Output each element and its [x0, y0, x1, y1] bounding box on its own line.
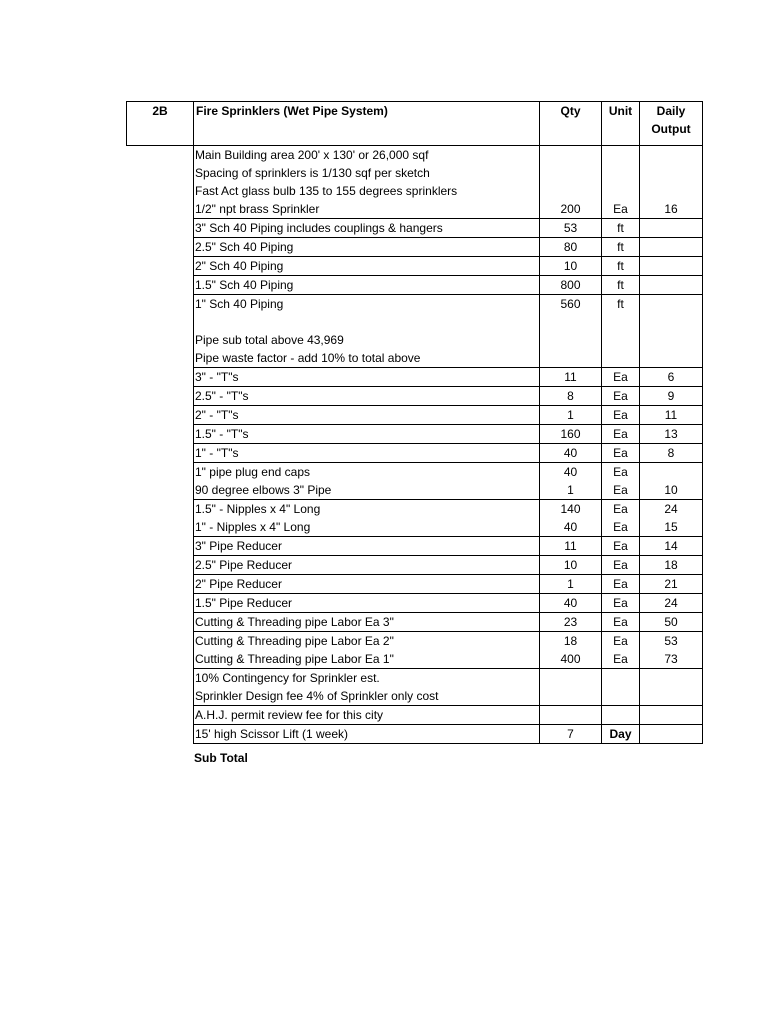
- item-description: 2.5" - "T"s: [195, 389, 249, 403]
- item-description: 3" Sch 40 Piping includes couplings & hangers: [195, 221, 443, 235]
- blank-code-cell: [127, 238, 194, 257]
- item-daily-output: [641, 146, 701, 164]
- item-description: Fast Act glass bulb 135 to 155 degrees sprinklers: [195, 184, 458, 198]
- item-unit: Ea: [613, 446, 628, 460]
- item-daily-output: [641, 349, 701, 367]
- blank-code-cell: [127, 556, 194, 575]
- item-daily-output-cell: [640, 368, 703, 387]
- item-qty-cell: [540, 257, 602, 276]
- item-unit: [603, 349, 638, 367]
- item-daily-output-cell: [640, 425, 703, 444]
- item-description-cell: [194, 463, 540, 500]
- blank-code-cell: [127, 425, 194, 444]
- item-qty-cell: [540, 463, 602, 500]
- item-description: 2" Pipe Reducer: [195, 577, 282, 591]
- item-daily-output: 8: [667, 446, 675, 460]
- item-unit-cell: [602, 146, 640, 219]
- item-daily-output: 50: [664, 615, 678, 629]
- item-daily-output-cell: [640, 219, 703, 238]
- daily-output-header-cell: [640, 102, 703, 146]
- table-row: [127, 613, 703, 632]
- item-qty-cell: [540, 632, 602, 669]
- blank-code-cell: [127, 575, 194, 594]
- item-unit-cell: [602, 632, 640, 669]
- item-qty-cell: [540, 575, 602, 594]
- item-unit: Ea: [613, 427, 628, 441]
- table-row: [127, 295, 703, 368]
- table-row: [127, 444, 703, 463]
- item-description-cell: [194, 387, 540, 406]
- item-qty: 1: [567, 408, 574, 422]
- item-unit-cell: [602, 725, 640, 744]
- item-description-cell: [194, 425, 540, 444]
- item-description-cell: [194, 725, 540, 744]
- item-daily-output-cell: [640, 444, 703, 463]
- item-unit: [603, 669, 638, 687]
- qty-header: Qty: [560, 104, 581, 118]
- item-daily-output: [641, 276, 701, 294]
- section-code-cell: [127, 102, 194, 146]
- item-daily-output: 16: [664, 202, 678, 216]
- item-unit: Ea: [613, 652, 628, 666]
- item-description: 1/2" npt brass Sprinkler: [195, 202, 320, 216]
- blank-code-cell: [127, 725, 194, 744]
- item-description: 10% Contingency for Sprinkler est.: [195, 671, 380, 685]
- item-daily-output-cell: [640, 669, 703, 706]
- item-daily-output: 24: [664, 596, 678, 610]
- item-qty: 8: [567, 389, 574, 403]
- item-description-cell: [194, 238, 540, 257]
- blank-code-cell: [127, 295, 194, 368]
- item-unit-cell: [602, 387, 640, 406]
- item-unit-cell: [602, 613, 640, 632]
- item-qty: [541, 669, 600, 687]
- item-description: A.H.J. permit review fee for this city: [195, 708, 384, 722]
- table-row: [127, 276, 703, 295]
- item-qty: 1: [567, 483, 574, 497]
- item-daily-output: 6: [667, 370, 675, 384]
- item-daily-output: 73: [664, 652, 678, 666]
- section-code: 2B: [152, 104, 168, 118]
- item-daily-output-cell: [640, 613, 703, 632]
- item-description: 2.5" Sch 40 Piping: [195, 240, 294, 254]
- item-qty-cell: [540, 725, 602, 744]
- table-row: [127, 146, 703, 219]
- item-unit: Ea: [613, 520, 628, 534]
- item-daily-output-cell: [640, 295, 703, 368]
- item-description-cell: [194, 706, 540, 725]
- item-description: Cutting & Threading pipe Labor Ea 2": [195, 634, 394, 648]
- item-qty: 53: [563, 221, 578, 235]
- table-row: [127, 425, 703, 444]
- blank-code-cell: [127, 594, 194, 613]
- item-qty: [541, 164, 600, 182]
- blank-code-cell: [127, 632, 194, 669]
- item-qty-cell: [540, 613, 602, 632]
- item-unit: Ea: [613, 370, 628, 384]
- table-row: [127, 500, 703, 537]
- item-qty: [541, 331, 600, 349]
- item-unit: Ea: [613, 596, 628, 610]
- blank-code-cell: [127, 706, 194, 725]
- item-daily-output: 9: [667, 389, 675, 403]
- item-daily-output-cell: [640, 725, 703, 744]
- item-qty: 10: [563, 558, 578, 572]
- item-daily-output: 15: [664, 520, 678, 534]
- item-description: [195, 313, 538, 331]
- item-description: 90 degree elbows 3" Pipe: [195, 483, 332, 497]
- item-qty-cell: [540, 295, 602, 368]
- item-unit: [603, 687, 638, 705]
- item-qty: 40: [563, 520, 578, 534]
- item-daily-output-cell: [640, 387, 703, 406]
- item-unit: Ea: [613, 465, 628, 479]
- estimate-table: [126, 101, 703, 744]
- item-unit: ft: [617, 259, 624, 273]
- table-row: [127, 238, 703, 257]
- item-qty: 400: [560, 652, 581, 666]
- item-qty-cell: [540, 425, 602, 444]
- item-unit-cell: [602, 219, 640, 238]
- item-description-cell: [194, 146, 540, 219]
- item-daily-output: [641, 182, 701, 200]
- blank-code-cell: [127, 463, 194, 500]
- item-qty: 23: [563, 615, 578, 629]
- item-description-cell: [194, 613, 540, 632]
- item-qty: 800: [560, 278, 581, 292]
- item-unit: [603, 164, 638, 182]
- table-row: [127, 537, 703, 556]
- item-daily-output-cell: [640, 238, 703, 257]
- item-qty: [541, 687, 600, 705]
- item-description: 1" - Nipples x 4" Long: [195, 520, 311, 534]
- qty-header-cell: [540, 102, 602, 146]
- table-row: [127, 632, 703, 669]
- table-row: [127, 219, 703, 238]
- item-unit: Ea: [613, 483, 628, 497]
- item-daily-output: [641, 257, 701, 275]
- table-row: [127, 575, 703, 594]
- section-title-cell: [194, 102, 540, 146]
- daily-output-header-line-2: Output: [651, 122, 691, 136]
- item-daily-output-cell: [640, 500, 703, 537]
- item-unit-cell: [602, 537, 640, 556]
- item-qty-cell: [540, 406, 602, 425]
- item-qty: 11: [564, 539, 577, 553]
- item-qty-cell: [540, 556, 602, 575]
- table-row: [127, 463, 703, 500]
- item-qty-cell: [540, 146, 602, 219]
- item-description-cell: [194, 406, 540, 425]
- blank-code-cell: [127, 146, 194, 219]
- item-unit: Ea: [613, 577, 628, 591]
- item-daily-output: 14: [664, 539, 678, 553]
- item-daily-output: 13: [664, 427, 678, 441]
- item-description-cell: [194, 594, 540, 613]
- item-description-cell: [194, 368, 540, 387]
- table-row: [127, 669, 703, 706]
- item-description: 2" - "T"s: [195, 408, 239, 422]
- item-daily-output: [641, 687, 701, 705]
- item-description: Pipe waste factor - add 10% to total above: [195, 351, 421, 365]
- item-daily-output: [641, 295, 701, 313]
- item-unit-cell: [602, 238, 640, 257]
- item-qty: [541, 313, 600, 331]
- blank-code-cell: [127, 444, 194, 463]
- item-qty-cell: [540, 219, 602, 238]
- item-unit: Ea: [613, 634, 628, 648]
- table-row: [127, 706, 703, 725]
- blank-code-cell: [127, 500, 194, 537]
- item-description: 1.5" - Nipples x 4" Long: [195, 502, 321, 516]
- item-qty-cell: [540, 594, 602, 613]
- estimate-sheet: [126, 101, 703, 744]
- item-unit-cell: [602, 295, 640, 368]
- item-qty: 560: [560, 297, 581, 311]
- item-description: 1.5" Pipe Reducer: [195, 596, 292, 610]
- item-daily-output: [641, 238, 701, 256]
- item-description-cell: [194, 669, 540, 706]
- item-daily-output: [641, 313, 701, 331]
- item-daily-output: [641, 164, 701, 182]
- item-description: Spacing of sprinklers is 1/130 sqf per sketch: [195, 166, 430, 180]
- item-unit: Ea: [613, 502, 628, 516]
- item-description: 1" pipe plug end caps: [195, 465, 311, 479]
- item-unit-cell: [602, 406, 640, 425]
- item-unit-cell: [602, 706, 640, 725]
- item-description: Cutting & Threading pipe Labor Ea 1": [195, 652, 394, 666]
- subtotal-label: Sub Total: [194, 751, 248, 765]
- item-daily-output-cell: [640, 594, 703, 613]
- item-description-cell: [194, 575, 540, 594]
- table-row: [127, 387, 703, 406]
- blank-code-cell: [127, 257, 194, 276]
- blank-code-cell: [127, 613, 194, 632]
- item-description: 2.5" Pipe Reducer: [195, 558, 292, 572]
- item-daily-output: 10: [664, 483, 678, 497]
- item-qty: [541, 349, 600, 367]
- item-unit-cell: [602, 669, 640, 706]
- item-description: 1" Sch 40 Piping: [195, 297, 284, 311]
- item-qty: 18: [563, 634, 578, 648]
- table-row: [127, 257, 703, 276]
- item-qty-cell: [540, 537, 602, 556]
- item-qty: 7: [567, 727, 574, 741]
- item-daily-output-cell: [640, 556, 703, 575]
- item-description: 15' high Scissor Lift (1 week): [195, 727, 349, 741]
- blank-code-cell: [127, 669, 194, 706]
- item-unit-cell: [602, 500, 640, 537]
- table-row: [127, 725, 703, 744]
- item-unit: [603, 146, 638, 164]
- item-daily-output-cell: [640, 632, 703, 669]
- item-qty: [541, 182, 600, 200]
- item-daily-output: 18: [664, 558, 678, 572]
- item-daily-output: [641, 669, 701, 687]
- item-daily-output: [641, 219, 701, 237]
- item-qty: [541, 146, 600, 164]
- item-qty: 40: [563, 596, 578, 610]
- item-description-cell: [194, 632, 540, 669]
- item-unit: ft: [617, 297, 624, 311]
- item-qty: 1: [567, 577, 574, 591]
- item-daily-output: 11: [664, 408, 678, 422]
- item-qty-cell: [540, 706, 602, 725]
- blank-code-cell: [127, 276, 194, 295]
- item-description: Main Building area 200' x 130' or 26,000 sqf: [195, 148, 429, 162]
- item-qty: 140: [560, 502, 581, 516]
- item-qty: 200: [560, 202, 581, 216]
- item-unit-cell: [602, 594, 640, 613]
- item-daily-output: 21: [664, 577, 678, 591]
- item-unit: ft: [617, 221, 624, 235]
- item-description: 1" - "T"s: [195, 446, 239, 460]
- item-unit-cell: [602, 575, 640, 594]
- item-qty-cell: [540, 387, 602, 406]
- item-daily-output-cell: [640, 406, 703, 425]
- item-daily-output-cell: [640, 276, 703, 295]
- item-qty-cell: [540, 276, 602, 295]
- blank-code-cell: [127, 537, 194, 556]
- item-description: 2" Sch 40 Piping: [195, 259, 284, 273]
- table-row: [127, 406, 703, 425]
- blank-code-cell: [127, 406, 194, 425]
- item-unit-cell: [602, 425, 640, 444]
- item-unit: [603, 313, 638, 331]
- blank-code-cell: [127, 368, 194, 387]
- item-qty: 40: [563, 465, 578, 479]
- blank-code-cell: [127, 387, 194, 406]
- item-description-cell: [194, 219, 540, 238]
- item-qty: 10: [563, 259, 578, 273]
- table-row: [127, 368, 703, 387]
- table-header-row: [127, 102, 703, 146]
- item-qty-cell: [540, 500, 602, 537]
- item-unit: ft: [617, 240, 624, 254]
- item-unit: [603, 182, 638, 200]
- item-description-cell: [194, 276, 540, 295]
- item-qty: 80: [563, 240, 578, 254]
- item-unit: Day: [609, 727, 632, 741]
- item-unit-cell: [602, 368, 640, 387]
- item-unit: Ea: [613, 615, 628, 629]
- item-daily-output-cell: [640, 257, 703, 276]
- item-description: Sprinkler Design fee 4% of Sprinkler only cost: [195, 689, 439, 703]
- item-unit-cell: [602, 444, 640, 463]
- item-description: 3" Pipe Reducer: [195, 539, 282, 553]
- item-unit: Ea: [613, 558, 628, 572]
- item-qty-cell: [540, 669, 602, 706]
- item-qty-cell: [540, 238, 602, 257]
- item-description: Pipe sub total above 43,969: [195, 333, 344, 347]
- item-description-cell: [194, 444, 540, 463]
- item-daily-output: 24: [664, 502, 678, 516]
- item-daily-output-cell: [640, 706, 703, 725]
- item-qty: [541, 706, 600, 724]
- item-description-cell: [194, 257, 540, 276]
- item-description: 1.5" - "T"s: [195, 427, 249, 441]
- item-unit: [603, 331, 638, 349]
- item-daily-output: [641, 725, 701, 743]
- item-unit: [603, 706, 638, 724]
- item-unit-cell: [602, 276, 640, 295]
- item-daily-output-cell: [640, 575, 703, 594]
- item-description-cell: [194, 500, 540, 537]
- item-description-cell: [194, 556, 540, 575]
- item-unit: Ea: [613, 389, 628, 403]
- item-daily-output-cell: [640, 463, 703, 500]
- item-daily-output: 53: [664, 634, 678, 648]
- section-title: Fire Sprinklers (Wet Pipe System): [196, 104, 388, 118]
- item-daily-output-cell: [640, 537, 703, 556]
- item-description-cell: [194, 295, 540, 368]
- item-daily-output: [641, 706, 701, 724]
- unit-header-cell: [602, 102, 640, 146]
- item-daily-output-cell: [640, 146, 703, 219]
- blank-code-cell: [127, 219, 194, 238]
- item-description: Cutting & Threading pipe Labor Ea 3": [195, 615, 394, 629]
- unit-header: Unit: [608, 104, 633, 118]
- item-description: 1.5" Sch 40 Piping: [195, 278, 294, 292]
- item-description: 3" - "T"s: [195, 370, 239, 384]
- table-row: [127, 594, 703, 613]
- item-unit: Ea: [613, 202, 628, 216]
- item-unit: Ea: [613, 539, 628, 553]
- item-qty-cell: [540, 368, 602, 387]
- item-qty: 160: [560, 427, 581, 441]
- item-unit-cell: [602, 556, 640, 575]
- item-qty-cell: [540, 444, 602, 463]
- table-row: [127, 556, 703, 575]
- item-description-cell: [194, 537, 540, 556]
- item-unit-cell: [602, 257, 640, 276]
- item-unit: ft: [617, 278, 624, 292]
- item-qty: 40: [563, 446, 578, 460]
- item-unit: Ea: [613, 408, 628, 422]
- item-daily-output: [641, 463, 701, 481]
- item-qty: 11: [564, 370, 577, 384]
- item-daily-output: [641, 331, 701, 349]
- daily-output-header-line-1: Daily: [656, 104, 686, 118]
- item-unit-cell: [602, 463, 640, 500]
